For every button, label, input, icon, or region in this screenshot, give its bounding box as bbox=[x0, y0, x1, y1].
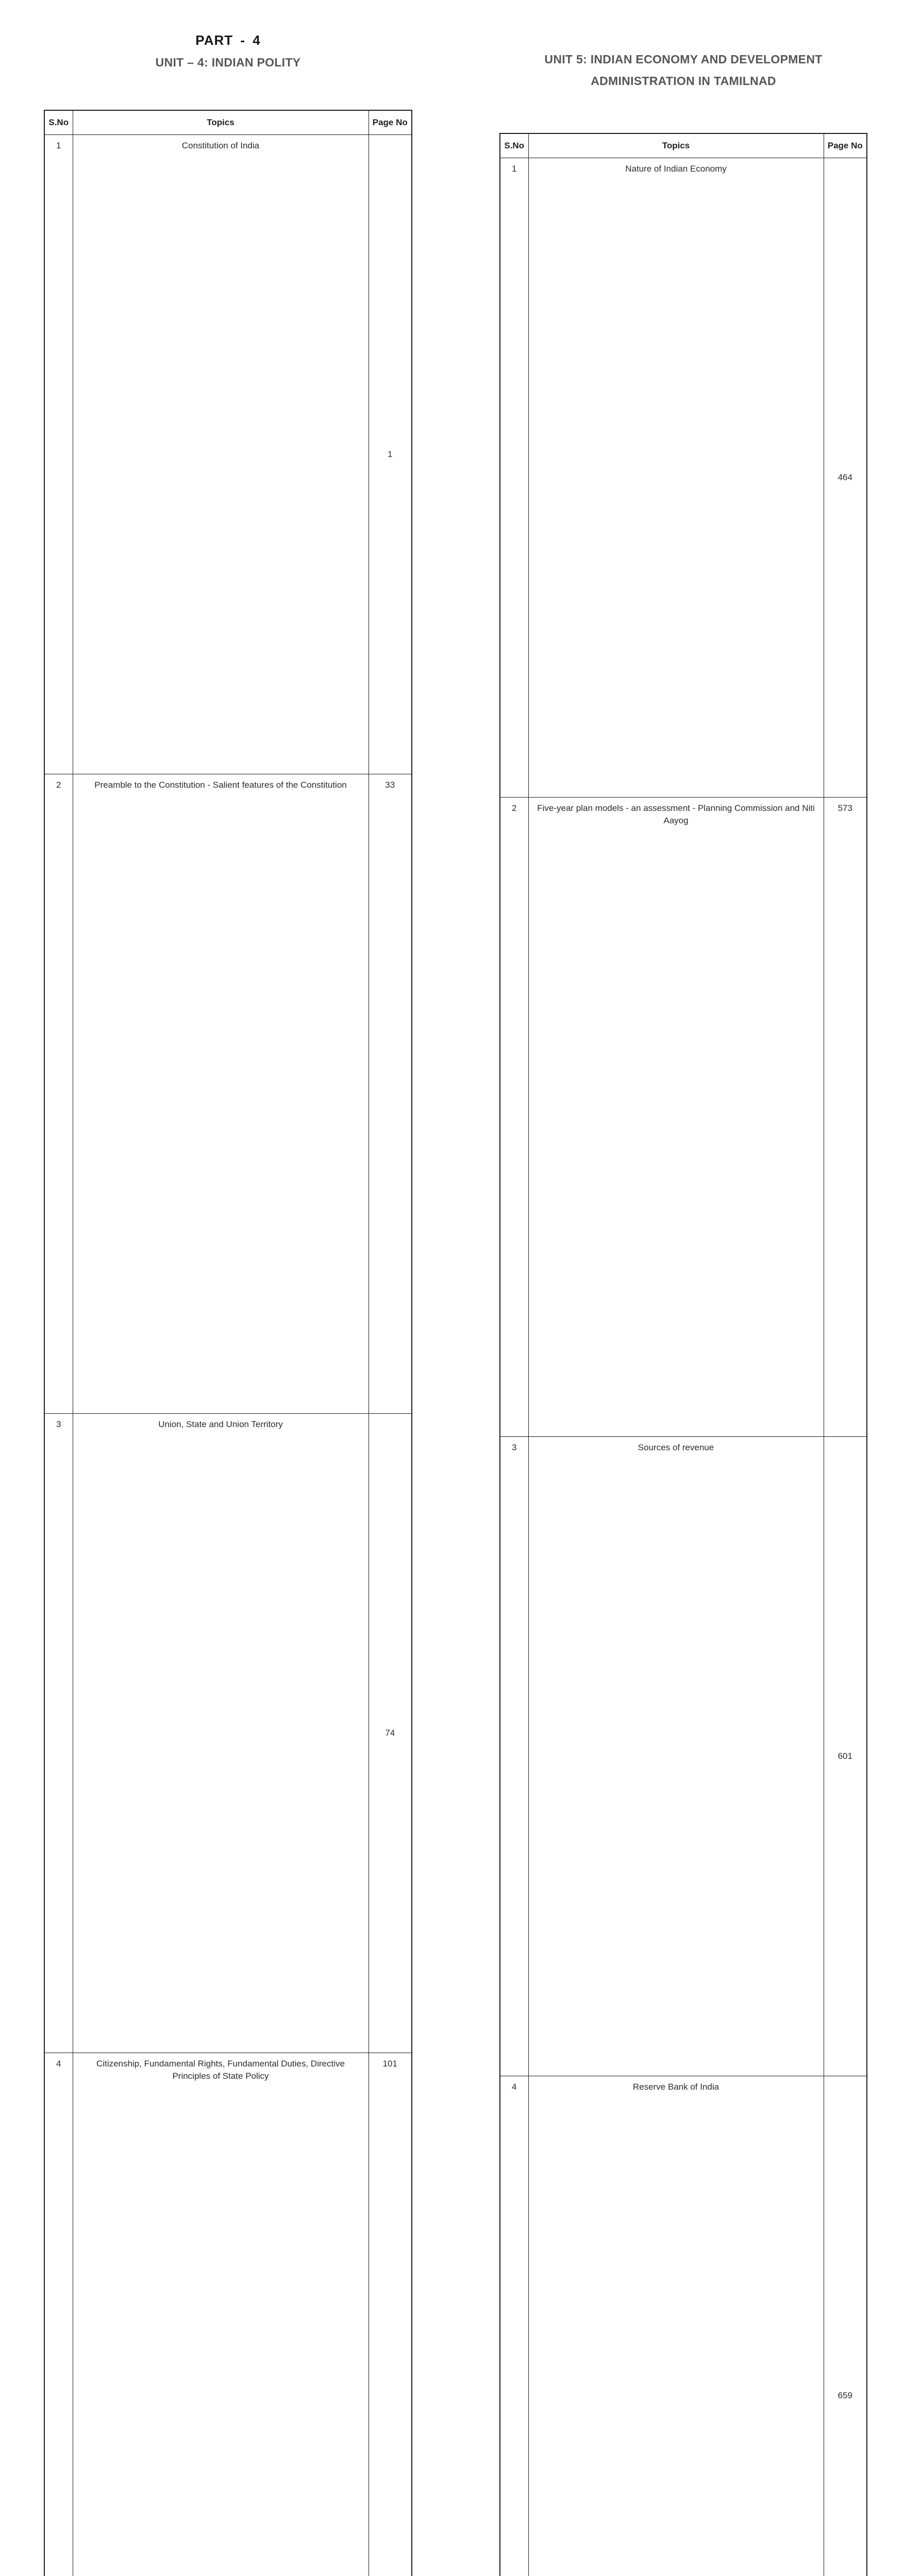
right-unit-title-line1: UNIT 5: INDIAN ECONOMY AND DEVELOPMENT bbox=[499, 52, 867, 67]
column-header-page-no: Page No bbox=[369, 110, 412, 135]
document-page bbox=[0, 0, 904, 639]
table-row bbox=[500, 158, 867, 798]
row-page-number: 464 bbox=[824, 158, 867, 798]
left-toc-table bbox=[44, 110, 412, 2576]
column-header-sno: S.No bbox=[44, 110, 73, 135]
row-topic: Sources of revenue bbox=[528, 1437, 824, 2076]
row-serial-number: 4 bbox=[44, 2053, 73, 2576]
right-toc-table bbox=[499, 133, 867, 2576]
row-topic: Reserve Bank of India bbox=[528, 2076, 824, 2576]
row-topic: Five-year plan models - an assessment - Planning Commission and Niti Aayog bbox=[528, 798, 824, 1437]
row-page-number: 33 bbox=[369, 774, 412, 1414]
row-serial-number: 1 bbox=[500, 158, 528, 798]
row-topic: Constitution of India bbox=[73, 135, 369, 774]
header-row bbox=[500, 133, 867, 158]
row-serial-number: 3 bbox=[500, 1437, 528, 2076]
row-page-number: 1 bbox=[369, 135, 412, 774]
right-page-section bbox=[499, 52, 867, 2576]
right-toc-body bbox=[500, 158, 867, 2576]
header-row bbox=[44, 110, 412, 135]
part-title: PART - 4 bbox=[44, 32, 412, 48]
row-page-number: 601 bbox=[824, 1437, 867, 2076]
right-toc-header bbox=[500, 133, 867, 158]
row-page-number: 74 bbox=[369, 1414, 412, 2053]
row-topic: Nature of Indian Economy bbox=[528, 158, 824, 798]
row-serial-number: 1 bbox=[44, 135, 73, 774]
table-row bbox=[44, 135, 412, 774]
table-row bbox=[500, 1437, 867, 2076]
column-header-sno: S.No bbox=[500, 133, 528, 158]
table-row bbox=[44, 2053, 412, 2576]
row-page-number: 573 bbox=[824, 798, 867, 1437]
row-serial-number: 3 bbox=[44, 1414, 73, 2053]
table-row bbox=[44, 774, 412, 1414]
table-row bbox=[44, 1414, 412, 2053]
left-unit-title: UNIT – 4: INDIAN POLITY bbox=[44, 55, 412, 70]
column-header-topics: Topics bbox=[73, 110, 369, 135]
left-toc-body bbox=[44, 135, 412, 2576]
row-topic: Union, State and Union Territory bbox=[73, 1414, 369, 2053]
column-header-topics: Topics bbox=[528, 133, 824, 158]
row-serial-number: 2 bbox=[44, 774, 73, 1414]
column-header-page-no: Page No bbox=[824, 133, 867, 158]
left-page-section bbox=[44, 32, 412, 2576]
left-toc-header bbox=[44, 110, 412, 135]
row-topic: Citizenship, Fundamental Rights, Fundamental Duties, Directive Principles of State Policy bbox=[73, 2053, 369, 2576]
row-page-number: 101 bbox=[369, 2053, 412, 2576]
right-unit-title-line2: ADMINISTRATION IN TAMILNAD bbox=[499, 73, 867, 89]
table-row bbox=[500, 798, 867, 1437]
row-page-number: 659 bbox=[824, 2076, 867, 2576]
table-row bbox=[500, 2076, 867, 2576]
row-serial-number: 4 bbox=[500, 2076, 528, 2576]
row-serial-number: 2 bbox=[500, 798, 528, 1437]
row-topic: Preamble to the Constitution - Salient features of the Constitution bbox=[73, 774, 369, 1414]
